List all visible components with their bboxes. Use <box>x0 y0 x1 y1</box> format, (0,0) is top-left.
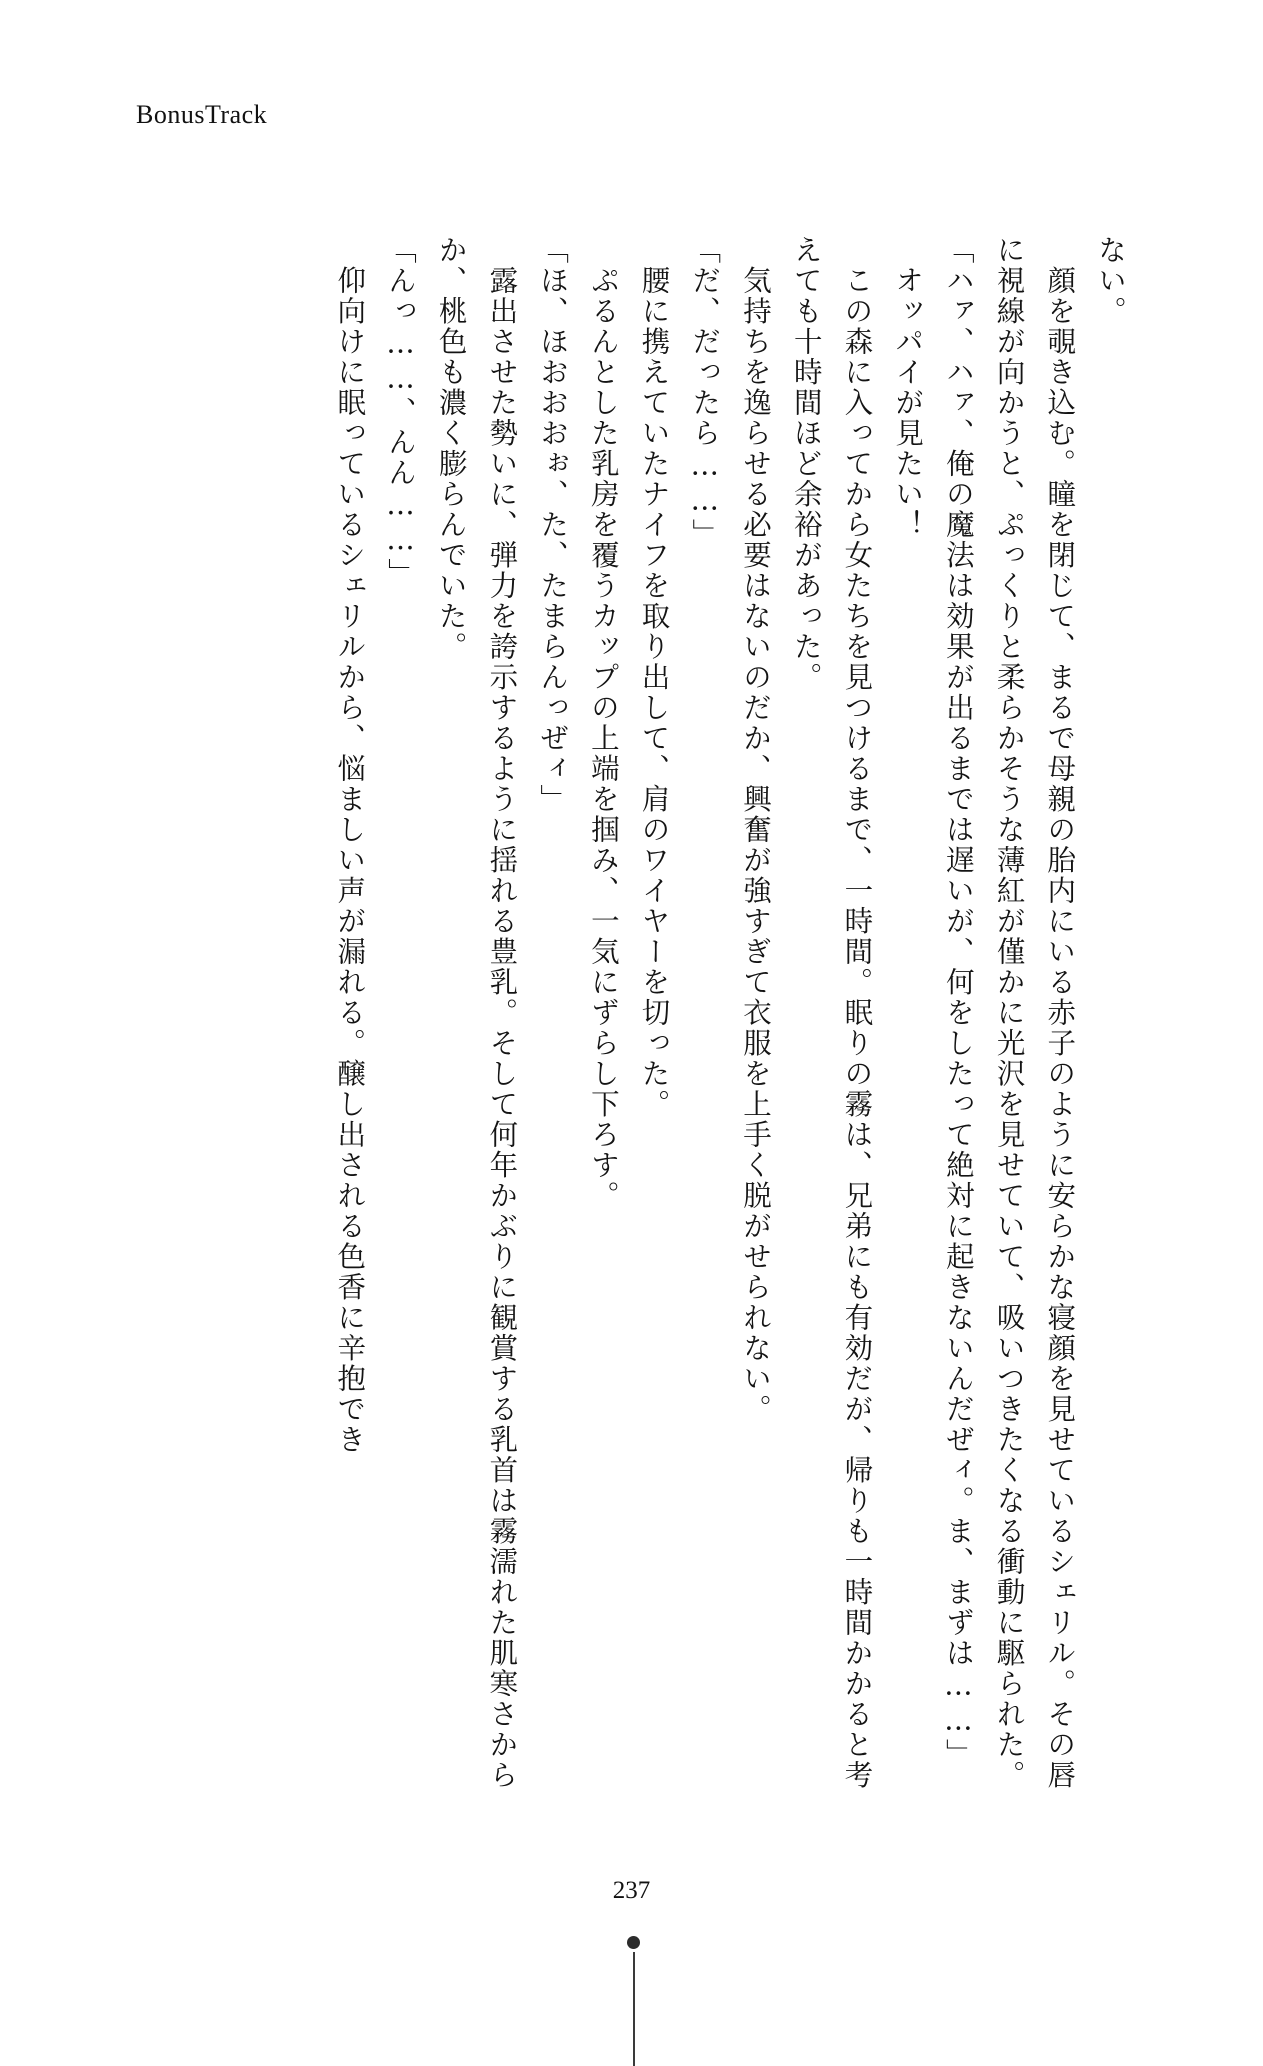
paragraph: 仰向けに眠っているシェリルから、悩ましい声が漏れる。醸し出される色香に辛抱でき <box>333 235 367 1455</box>
paragraph: 「ハァ、ハァ、俺の魔法は効果が出るまでは遅いが、何をしたって絶対に起きないんだぜィ。ま、まずは……」 <box>941 235 975 1769</box>
running-header: BonusTrack <box>136 100 268 129</box>
page-number: 237 <box>612 1877 651 1904</box>
paragraph: ぷるんとした乳房を覆うカップの上端を掴み、一気にずらし下ろす。 <box>586 235 620 1211</box>
paragraph: 「だ、だったら……」 <box>688 235 722 549</box>
ornament-dot-icon <box>627 1936 640 1949</box>
paragraph: オッパイが見たい！ <box>891 235 925 540</box>
paragraph: 露出させた勢いに、弾力を誇示するように揺れる豊乳。そして何年かぶりに観賞する乳首は霧濡れた肌寒さからか、桃色も濃く膨らんでいた。 <box>434 235 519 1791</box>
body-text <box>125 235 1135 1815</box>
paragraph: 腰に携えていたナイフを取り出して、肩のワイヤーを切った。 <box>637 235 671 1120</box>
paragraph: 気持ちを逸らせる必要はないのだか、興奮が強すぎて衣服を上手く脱がせられない。 <box>738 235 772 1425</box>
paragraph: この森に入ってから女たちを見つけるまで、一時間。眠りの霧は、兄弟にも有効だが、帰りも一時間かかると考えても十時間ほど余裕があった。 <box>789 235 874 1791</box>
ornament-vertical-rule <box>633 1952 635 2066</box>
paragraph: 「んっ……、んん……」 <box>383 235 417 589</box>
paragraph: 「ほ、ほおおおぉ、た、たまらんっぜィ」 <box>536 235 570 815</box>
paragraph: 顔を覗き込む。瞳を閉じて、まるで母親の胎内にいる赤子のように安らかな寝顔を見せているシェリル。その唇に視線が向かうと、ぷっくりと柔らかそうな薄紅が僅かに光沢を見せていて、吸いつきたくなる衝動に駆られた。 <box>992 235 1077 1791</box>
paragraph: ない。 <box>1094 235 1127 327</box>
